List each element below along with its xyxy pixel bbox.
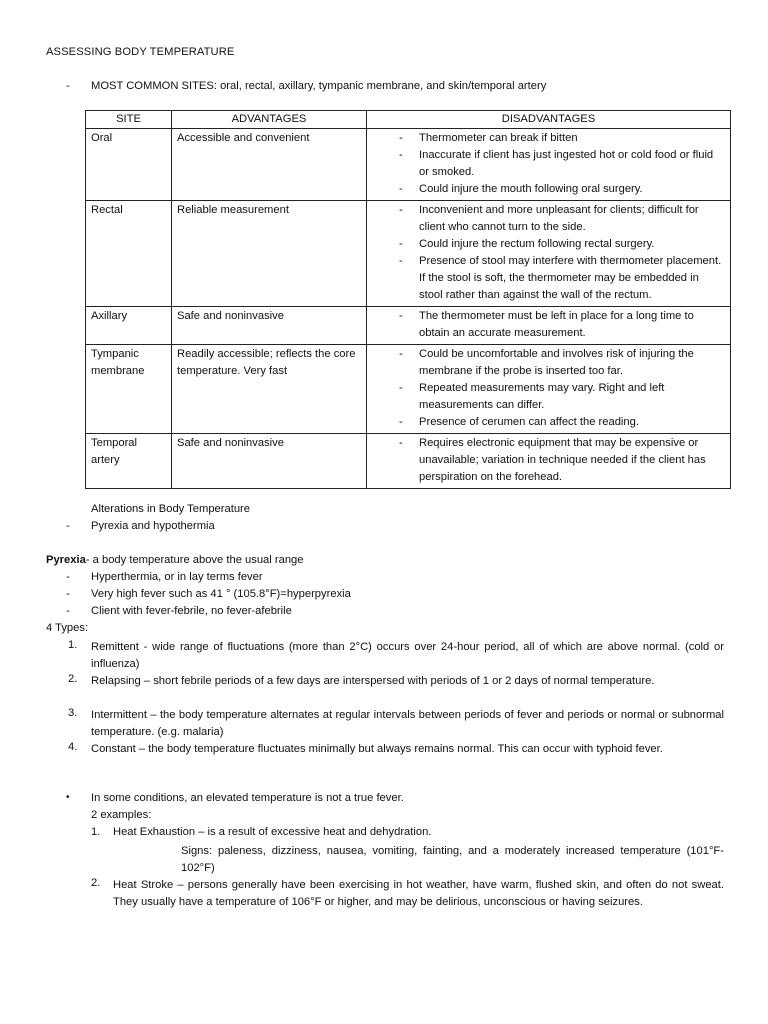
table-header-row: [86, 111, 731, 129]
disadvantages-cell: [367, 307, 731, 345]
types-number: 2.: [68, 673, 78, 685]
types-number: 1.: [68, 639, 78, 651]
example-heat-exhaustion: Heat Exhaustion – is a result of excessive heat and dehydration.: [113, 826, 432, 838]
example-heat-stroke: Heat Stroke – persons generally have been exercising in hot weather, have warm, flushed skin, and often do not sweat. They usually have a temperature of 106°F or higher, and may be delirious, unconscious or having seizures.: [113, 879, 724, 908]
disadvantage-item: - Could be uncomfortable and involves risk of injuring the membrane if the probe is inserted too far.: [372, 346, 725, 380]
disadvantage-item: - Requires electronic equipment that may be expensive or unavailable; variation in technique needed if the client has perspiration on the forehead.: [372, 435, 725, 486]
alterations-dash: -: [66, 520, 70, 532]
temperature-sites-table: [85, 110, 731, 489]
pyrexia-dash: -: [66, 571, 70, 583]
heat-exhaustion-signs: Signs: paleness, dizziness, nausea, vomiting, fainting, and a moderately increased temperature (101°F-102°F): [181, 845, 724, 874]
site-cell: Temporal artery: [86, 434, 172, 489]
disadvantage-item: - Could injure the rectum following rectal surgery.: [372, 236, 725, 253]
pyrexia-definition-line: [46, 554, 304, 566]
pyrexia-dash: -: [66, 588, 70, 600]
alterations-heading: Alterations in Body Temperature: [91, 503, 250, 515]
disadvantage-item: - Repeated measurements may vary. Right and left measurements can differ.: [372, 380, 725, 414]
types-number: 4.: [68, 741, 78, 753]
alterations-item: Pyrexia and hypothermia: [91, 520, 215, 532]
pyrexia-bullet: Hyperthermia, or in lay terms fever: [91, 571, 263, 583]
disadvantages-cell: [367, 345, 731, 434]
header-site: SITE: [86, 111, 172, 129]
common-sites-label: MOST COMMON SITES:: [91, 80, 217, 92]
disadvantage-item: - Presence of stool may interfere with thermometer placement. If the stool is soft, the thermometer may be embedded in stool rather than against the wall of the rectum.: [372, 253, 725, 304]
conditions-bullet: •: [66, 792, 70, 803]
site-cell: Oral: [86, 129, 172, 201]
table-row-tympanic: [86, 345, 731, 434]
types-heading: 4 Types:: [46, 622, 89, 634]
disadvantages-cell: [367, 201, 731, 307]
disadvantages-cell: [367, 129, 731, 201]
type-item-intermittent: Intermittent – the body temperature alternates at regular intervals between periods of fever and periods or normal or subnormal temperature. (e.g. malaria): [91, 709, 724, 738]
disadvantage-item: - Presence of cerumen can affect the reading.: [372, 414, 725, 431]
header-advantages: ADVANTAGES: [172, 111, 367, 129]
type-item-relapsing: Relapsing – short febrile periods of a few days are interspersed with periods of 1 or 2 days of normal temperature.: [91, 675, 655, 687]
examples-number: 2.: [91, 877, 101, 889]
pyrexia-bullet: Client with fever-febrile, no fever-afebrile: [91, 605, 292, 617]
disadvantages-cell: [367, 434, 731, 489]
conditions-text: In some conditions, an elevated temperature is not a true fever.: [91, 792, 404, 804]
common-sites-text: oral, rectal, axillary, tympanic membrane, and skin/temporal artery: [216, 80, 547, 92]
disadvantage-item: - The thermometer must be left in place for a long time to obtain an accurate measurement.: [372, 308, 725, 342]
table-row-oral: [86, 129, 731, 201]
types-number: 3.: [68, 707, 78, 719]
site-cell: Tympanic membrane: [86, 345, 172, 434]
pyrexia-definition: - a body temperature above the usual range: [85, 554, 304, 566]
disadvantage-item: - Thermometer can break if bitten: [372, 130, 725, 147]
type-item-remittent: Remittent - wide range of fluctuations (more than 2°C) occurs over 24-hour period, all of which are above normal. (cold or influenza): [91, 641, 724, 670]
common-sites-dash: -: [66, 80, 70, 92]
site-cell: Axillary: [86, 307, 172, 345]
header-disadvantages: DISADVANTAGES: [367, 111, 731, 129]
pyrexia-bullet: Very high fever such as 41 ° (105.8°F)=hyperpyrexia: [91, 588, 351, 600]
advantages-cell: Safe and noninvasive: [172, 434, 367, 489]
table-row-axillary: [86, 307, 731, 345]
advantages-cell: Readily accessible; reflects the core temperature. Very fast: [172, 345, 367, 434]
advantages-cell: Reliable measurement: [172, 201, 367, 307]
examples-label: 2 examples:: [91, 809, 152, 821]
pyrexia-dash: -: [66, 605, 70, 617]
advantages-cell: Accessible and convenient: [172, 129, 367, 201]
disadvantage-item: - Could injure the mouth following oral surgery.: [372, 181, 725, 198]
document-title: ASSESSING BODY TEMPERATURE: [46, 46, 235, 58]
advantages-cell: Safe and noninvasive: [172, 307, 367, 345]
examples-number: 1.: [91, 826, 101, 838]
site-cell: Rectal: [86, 201, 172, 307]
table-row-temporal: [86, 434, 731, 489]
table-row-rectal: [86, 201, 731, 307]
disadvantage-item: - Inaccurate if client has just ingested hot or cold food or fluid or smoked.: [372, 147, 725, 181]
common-sites-line: [91, 80, 546, 92]
pyrexia-term: Pyrexia: [46, 554, 86, 566]
disadvantage-item: - Inconvenient and more unpleasant for clients; difficult for client who cannot turn to the side.: [372, 202, 725, 236]
type-item-constant: Constant – the body temperature fluctuates minimally but always remains normal. This can occur with typhoid fever.: [91, 743, 663, 755]
